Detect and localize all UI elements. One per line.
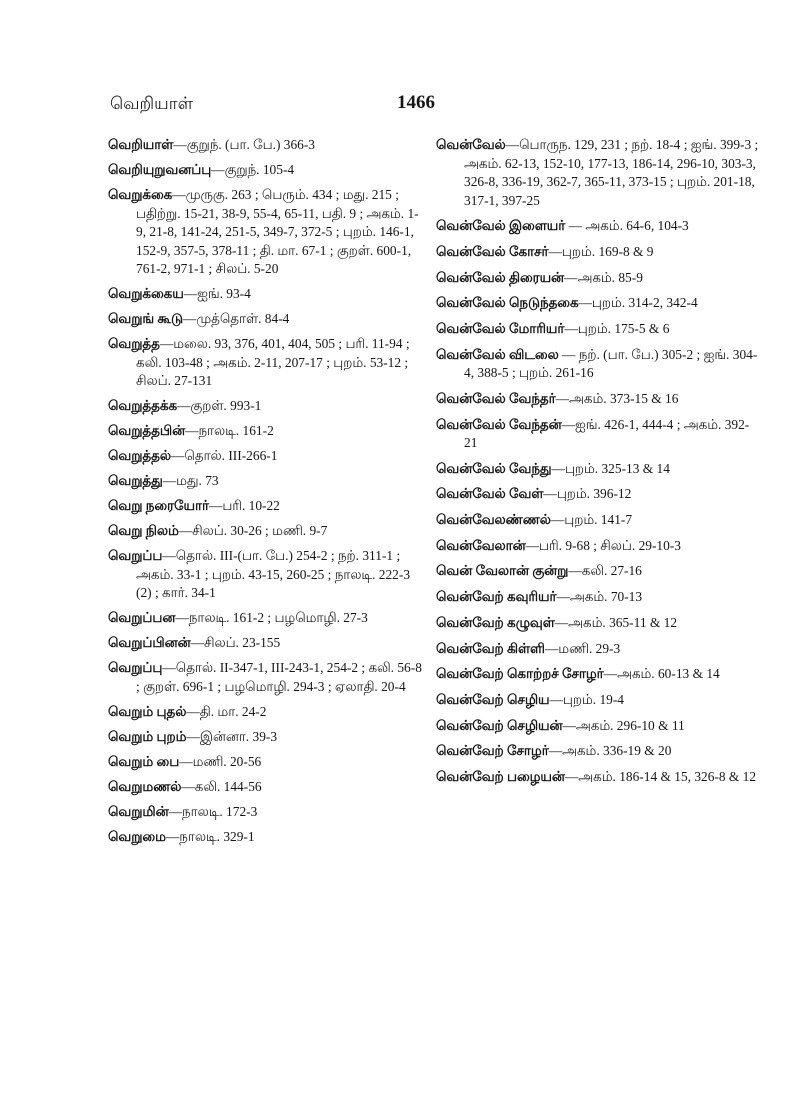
index-entry [108, 547, 428, 603]
index-entry [436, 640, 762, 659]
entry-references: —முத்தொள். 84-4 [182, 311, 290, 326]
index-entry [436, 416, 762, 453]
entry-references: —நாலடி. 161-2 ; பழமொழி. 27-3 [175, 610, 368, 625]
index-entry [436, 460, 762, 479]
entry-headword: வென்வேல் திரையன் [436, 269, 565, 285]
entry-references: —தொல். III-(பா. பே.) 254-2 ; நற். 311-1 ; அகம். 33-1 ; புறம். 43-15, 260-25 ; நாலடி. 222-3 (2) ; கார். 34-1 [136, 548, 411, 600]
page-header [110, 94, 730, 124]
entry-headword: வெறு நரையோர் [108, 498, 209, 513]
entry-references: —அகம். 365-11 & 12 [554, 614, 678, 630]
entry-headword: வெறுப்ப [108, 548, 163, 563]
index-entry [108, 161, 428, 180]
entry-headword: வெறுங் கூடு [108, 311, 183, 326]
entry-references: —நாலடி. 329-1 [165, 828, 255, 844]
entry-references: —குறள். 993-1 [177, 398, 262, 413]
entry-references: —குறுந். 105-4 [211, 162, 295, 177]
entry-headword: வென்வேல் கோசர் [436, 243, 549, 259]
entry-headword: வென்வேல் நெடுந்தகை [436, 295, 579, 311]
index-entry [108, 609, 428, 628]
index-column-right [436, 136, 762, 794]
entry-references: —பரி. 10-22 [208, 498, 280, 513]
entry-references: —புறம். 314-2, 342-4 [578, 295, 698, 311]
entry-headword: வென் வேலான் குன்று [436, 563, 569, 579]
entry-references: —பரி. 9-68 ; சிலப். 29-10-3 [525, 537, 681, 553]
index-entry [108, 397, 428, 416]
index-entry [436, 294, 762, 313]
entry-references: —புறம். 19-4 [549, 691, 625, 707]
entry-headword: வென்வேல் வேள் [436, 486, 544, 502]
entry-headword: வென்வேற் பழையன் [436, 768, 565, 784]
index-entry [108, 778, 428, 797]
index-entry [436, 320, 762, 339]
index-column-left [108, 136, 428, 853]
index-entry [108, 659, 428, 696]
entry-references: —நாலடி. 172-3 [168, 803, 258, 819]
index-entry [108, 634, 428, 653]
entry-headword: வெறுமணல் [108, 778, 182, 794]
index-entry [436, 665, 762, 684]
index-entry [108, 803, 428, 822]
entry-references: —கலி. 144-56 [181, 778, 262, 794]
entry-headword: வென்வேற் கவுரியர் [436, 589, 557, 605]
entry-references: —பொருந. 129, 231 ; நற். 18-4 ; ஐங். 399-3 ; அகம். 62-13, 152-10, 177-13, 186-14, 296-10, 303-3, 326-8, 336-19, 362-7, 365-11, 373-15 ; புறம். 201-18, 317-1, 397-25 [464, 137, 759, 208]
running-head: வெறியாள் [110, 94, 193, 113]
index-entry [436, 346, 762, 383]
entry-references: —மணி. 29-3 [544, 640, 621, 656]
index-entry [108, 497, 428, 516]
index-entry [436, 511, 762, 530]
entry-references: —கலி. 27-16 [568, 563, 642, 579]
entry-references: —தொல். II-347-1, III-243-1, 254-2 ; கலி. 56-8 ; குறள். 696-1 ; பழமொழி. 294-3 ; ஏலாதி. 20-4 [136, 660, 422, 694]
entry-headword: வென்வேற் கொற்றச் சோழர் [436, 666, 604, 682]
index-entry [436, 562, 762, 581]
entry-references: —புறம். 141-7 [550, 512, 633, 528]
index-entry [108, 335, 428, 391]
entry-references: —அகம். 70-13 [556, 589, 643, 605]
index-entry [436, 136, 762, 210]
entry-references: —குறுந். (பா. பே.) 366-3 [173, 137, 316, 152]
entry-headword: வெறு நிலம் [108, 523, 179, 538]
index-entry [436, 768, 762, 787]
entry-references: —நாலடி. 161-2 [185, 423, 274, 438]
entry-references: —அகம். 186-14 & 15, 326-8 & 12 [564, 768, 757, 784]
entry-references: —தொல். III-266-1 [171, 448, 278, 463]
page-number: 1466 [397, 92, 435, 113]
entry-headword: வெறுத்து [108, 473, 163, 488]
entry-headword: வென்வேலண்ணல் [436, 512, 551, 528]
entry-headword: வென்வேல் வேந்து [436, 460, 552, 476]
index-entry [436, 390, 762, 409]
entry-headword: வெறியுறுவனப்பு [108, 162, 212, 177]
index-entry [436, 742, 762, 761]
index-entry [436, 691, 762, 710]
entry-references: —இன்னா. 39-3 [186, 728, 278, 744]
index-entry [108, 136, 428, 155]
entry-references: — அகம். 64-6, 104-3 [565, 218, 689, 234]
index-entry [108, 522, 428, 541]
entry-references: —அகம். 336-19 & 20 [548, 743, 672, 759]
index-entry [108, 828, 428, 847]
entry-headword: வென்வேல் வேந்தர் [436, 390, 556, 406]
entry-headword: வெறுத்தக்க [108, 398, 178, 413]
index-entry [436, 485, 762, 504]
entry-headword: வெறும் புறம் [108, 728, 187, 744]
entry-references: —முருகு. 263 ; பெரும். 434 ; மது. 215 ; பதிற்று. 15-21, 38-9, 55-4, 65-11, பதி. 9 ; அகம். 1-9, 21-8, 141-24, 251-5, 349-7, 372-5 ; புறம். 146-1, 152-9, 357-5, 378-11 ; தி. மா. 67-1 ; குறள். 600-1, 761-2, 971-1 ; சிலப். 5-20 [136, 187, 419, 276]
entry-headword: வெறுமின் [108, 803, 169, 819]
entry-headword: வெறுப்பினன் [108, 635, 191, 650]
entry-references: —மலை. 93, 376, 401, 404, 505 ; பரி. 11-94 ; கலி. 103-48 ; அகம். 2-11, 207-17 ; புறம். 53-12 ; சிலப். 27-131 [136, 336, 410, 388]
entry-headword: வென்வேற் செழிய [436, 691, 550, 707]
index-entry [436, 243, 762, 262]
entry-references: —மது. 73 [162, 473, 219, 488]
entry-headword: வென்வேல் மோரியர் [436, 320, 565, 336]
index-entry [108, 728, 428, 747]
entry-headword: வென்வேல் [436, 137, 506, 152]
entry-headword: வெறும் புதல் [108, 703, 187, 719]
index-entry [108, 310, 428, 329]
entry-headword: வென்வேற் கிள்ளி [436, 640, 545, 656]
index-entry [108, 447, 428, 466]
entry-references: —அகம். 85-9 [564, 269, 643, 285]
entry-headword: வெறியாள் [108, 137, 174, 152]
entry-references: —மணி. 20-56 [179, 753, 262, 769]
entry-headword: வென்வேல் விடலை [436, 346, 559, 362]
index-entry [436, 717, 762, 736]
index-entry [436, 614, 762, 633]
entry-headword: வென்வேற் சோழர் [436, 743, 549, 759]
entry-references: —சிலப். 30-26 ; மணி. 9-7 [178, 523, 328, 538]
entry-headword: வெறுக்கைய [108, 286, 184, 301]
index-entry [436, 269, 762, 288]
entry-references: —அகம். 60-13 & 14 [603, 666, 720, 682]
entry-headword: வெறுமை [108, 828, 166, 844]
entry-headword: வெறுத்த [108, 336, 160, 351]
index-entry [108, 285, 428, 304]
entry-headword: வென்வேல் இளையர் [436, 218, 566, 234]
entry-references: —அகம். 373-15 & 16 [555, 390, 679, 406]
entry-references: —புறம். 325-13 & 14 [551, 460, 670, 476]
entry-references: —அகம். 296-10 & 11 [562, 717, 685, 733]
entry-headword: வெறுத்தல் [108, 448, 171, 463]
entry-references: —ஐங். 426-1, 444-4 ; அகம். 392-21 [464, 416, 750, 450]
index-entry [108, 472, 428, 491]
entry-headword: வெறுப்பன [108, 610, 176, 625]
entry-references: —புறம். 175-5 & 6 [564, 320, 670, 336]
entry-references: —தி. மா. 24-2 [186, 703, 267, 719]
entry-headword: வெறுத்தபின் [108, 423, 186, 438]
entry-headword: வெறுப்பு [108, 660, 163, 675]
index-entry [108, 703, 428, 722]
index-entry [436, 217, 762, 236]
entry-headword: வென்வேற் கழுவுள் [436, 614, 555, 630]
index-entry [108, 422, 428, 441]
entry-headword: வென்வேலான் [436, 537, 526, 553]
entry-references: — நற். (பா. பே.) 305-2 ; ஐங். 304-4, 388-5 ; புறம். 261-16 [464, 346, 758, 381]
entry-references: —புறம். 396-12 [543, 486, 632, 502]
entry-headword: வெறுக்கை [108, 187, 173, 202]
index-entry [108, 186, 428, 279]
entry-references: —ஐங். 93-4 [183, 286, 251, 301]
index-entry [436, 588, 762, 607]
index-entry [108, 753, 428, 772]
entry-headword: வென்வேற் செழியன் [436, 717, 563, 733]
entry-headword: வெறும் பை [108, 753, 180, 769]
index-entry [436, 537, 762, 556]
entry-references: —சிலப். 23-155 [190, 635, 281, 650]
entry-references: —புறம். 169-8 & 9 [548, 243, 654, 259]
entry-headword: வென்வேல் வேந்தன் [436, 416, 562, 432]
